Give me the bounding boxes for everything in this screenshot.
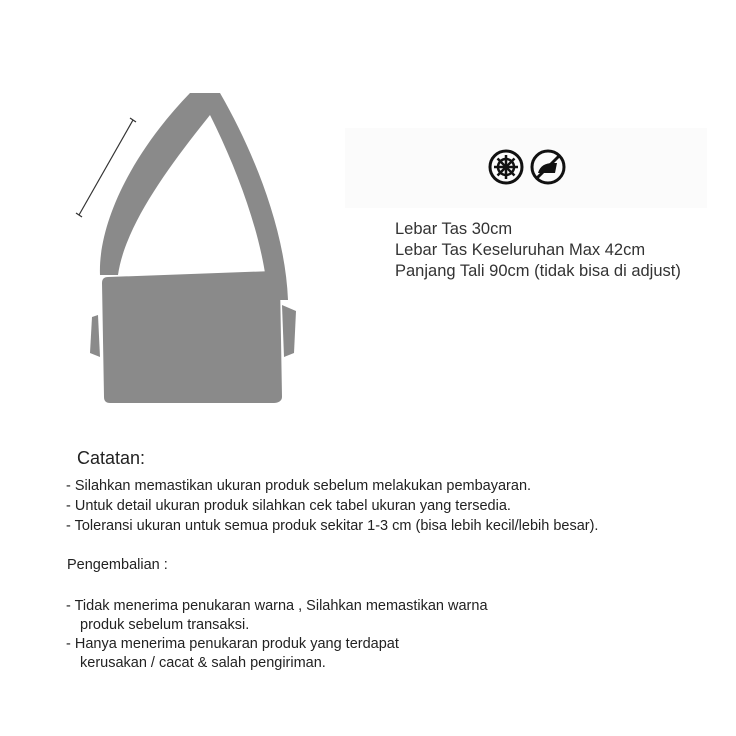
product-specs	[395, 219, 681, 282]
notes-title: Catatan:	[77, 448, 146, 468]
returns-list	[66, 597, 488, 673]
returns-line: - Tidak menerima penukaran warna , Silahkan memastikan warna	[66, 598, 488, 614]
bag-left-pocket	[90, 315, 100, 357]
returns-line: produk sebelum transaksi.	[80, 617, 250, 633]
no-iron-icon	[529, 148, 567, 186]
bag-body	[102, 271, 282, 403]
spec-width: Lebar Tas 30cm	[395, 220, 513, 238]
no-wash-icon	[487, 148, 525, 186]
returns-line: kerusakan / cacat & salah pengiriman.	[80, 655, 326, 671]
spec-total-width: Lebar Tas Keseluruhan Max 42cm	[395, 241, 646, 259]
note-item: - Untuk detail ukuran produk silahkan cek tabel ukuran yang tersedia.	[66, 498, 511, 514]
bag-illustration	[70, 85, 310, 415]
note-item: - Toleransi ukuran untuk semua produk sekitar 1-3 cm (bisa lebih kecil/lebih besar).	[66, 518, 599, 534]
returns-line: - Hanya menerima penukaran produk yang terdapat	[66, 636, 399, 652]
bag-right-pocket	[282, 305, 296, 357]
note-item: - Silahkan memastikan ukuran produk sebelum melakukan pembayaran.	[66, 478, 532, 494]
bag-strap	[100, 93, 288, 300]
notes-list	[66, 476, 598, 536]
spec-strap-length: Panjang Tali 90cm (tidak bisa di adjust)	[395, 262, 681, 280]
returns-title: Pengembalian :	[67, 557, 168, 573]
care-icons-panel	[345, 128, 707, 208]
